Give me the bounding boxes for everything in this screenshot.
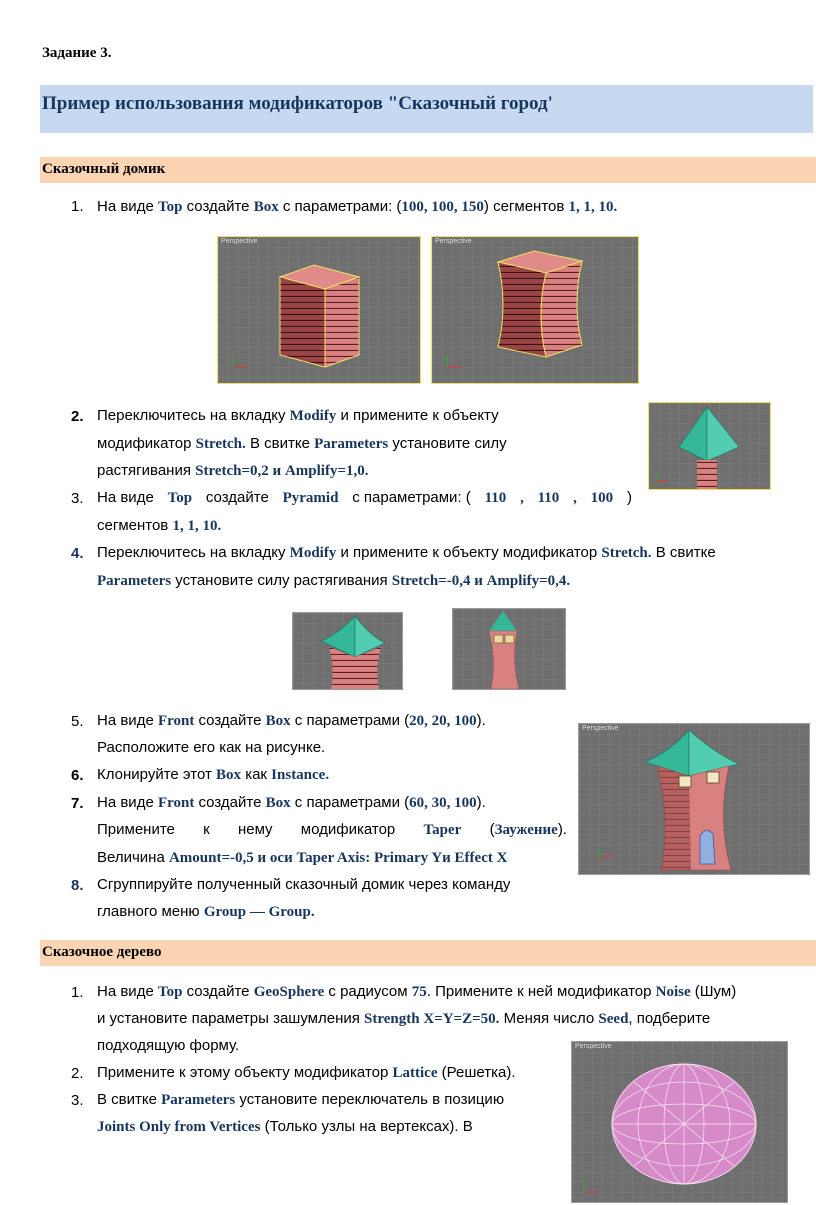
step-number: 2. [71, 408, 84, 425]
step-8-text-line1: Сгруппируйте полученный сказочный домик через команду [97, 876, 511, 893]
viewport-label: Perspective [435, 238, 472, 245]
tree-step-3-text-line2: Joints Only from Vertices (Только узлы на вертексах). В [97, 1118, 473, 1135]
tree-step-3-text-line1: В свитке Parameters установите переключатель в позицию [97, 1091, 505, 1108]
geosphere-lattice-render-image [572, 1042, 787, 1202]
banner-title: Пример использования модификаторов "Сказочный город' [42, 93, 553, 114]
step-7-text-line1: На виде Front создайте Box с параметрами (60, 30, 100). [97, 794, 486, 811]
section-header-house [40, 157, 816, 183]
pyramid-viewport-image [648, 402, 771, 490]
step-number: 1. [71, 984, 84, 1001]
step-4-text-line1: Переключитесь на вкладку Modify и примените к объекту модификатор Stretch. В свитке [97, 544, 716, 561]
tower-roof-render-image [293, 613, 402, 689]
tree-step-1-text-line3: подходящую форму. [97, 1037, 240, 1054]
stretched-box-viewport-image [431, 236, 639, 384]
section-header-tree [40, 940, 816, 966]
step-2-text-line3: растягивания Stretch=0,2 и Amplify=1,0. [97, 462, 369, 479]
task-title: Задание 3. [42, 45, 112, 61]
step-number: 2. [71, 1065, 84, 1082]
step-number: 8. [71, 877, 84, 894]
step-number: 5. [71, 713, 84, 730]
tree-step-1-text-line1: На виде Top создайте GeoSphere с радиусом 75. Примените к ней модификатор Noise (Шум) [97, 983, 737, 1000]
step-number: 4. [71, 545, 84, 562]
step-number: 3. [71, 1092, 84, 1109]
tree-step-2-text: Примените к этому объекту модификатор Lattice (Решетка). [97, 1064, 516, 1081]
stretched-box-render-image [432, 237, 638, 383]
section-title-house: Сказочный домик [42, 161, 166, 177]
tower-windows-viewport-image [452, 608, 566, 690]
banner-title-bar [40, 85, 813, 133]
step-4-text-line2: Parameters установите силу растягивания Stretch=-0,4 и Amplify=0,4. [97, 572, 571, 589]
step-7-text-line3: Величина Amount=-0,5 и оси Taper Axis: Primary Yи Effect X [97, 849, 508, 866]
geosphere-viewport-image [571, 1041, 788, 1203]
step-1-text: На виде Top создайте Box с параметрами: (100, 100, 150) сегментов 1, 1, 10. [97, 198, 618, 215]
step-7-text-line2: Примените к нему модификатор Taper (Заужение). [97, 821, 567, 838]
step-3-text-line2: сегментов 1, 1, 10. [97, 517, 222, 534]
fairy-house-viewport-image [578, 723, 810, 875]
step-2-text-line1: Переключитесь на вкладку Modify и примените к объекту [97, 407, 499, 424]
step-number: 3. [71, 490, 84, 507]
step-8-text-line2: главного меню Group — Group. [97, 903, 315, 920]
step-3-text-line1: На виде Top создайте Pyramid с параметрами: ( 110 , 110 , 100 ) [97, 489, 632, 506]
tower-windows-render-image [453, 609, 565, 689]
tower-roof-viewport-image [292, 612, 403, 690]
viewport-label: Perspective [582, 725, 619, 732]
tree-step-1-text-line2: и установите параметры зашумления Strength X=Y=Z=50. Меняя число Seed, подберите [97, 1010, 711, 1027]
section-title-tree: Сказочное дерево [42, 944, 162, 960]
fairy-house-render-image [579, 724, 809, 874]
pyramid-render-image [649, 403, 770, 489]
step-5-text-line1: На виде Front создайте Box с параметрами (20, 20, 100). [97, 712, 486, 729]
viewport-label: Perspective [575, 1043, 612, 1050]
viewport-label: Perspective [221, 238, 258, 245]
step-6-text: Клонируйте этот Box как Instance. [97, 766, 330, 783]
step-number: 7. [71, 795, 84, 812]
step-number: 6. [71, 767, 84, 784]
step-2-text-line2: модификатор Stretch. В свитке Parameters установите силу [97, 435, 507, 452]
box-viewport-image [217, 236, 421, 384]
step-number: 1. [71, 198, 84, 215]
step-5-text-line2: Расположите его как на рисунке. [97, 739, 326, 756]
box-render-image [218, 237, 420, 383]
